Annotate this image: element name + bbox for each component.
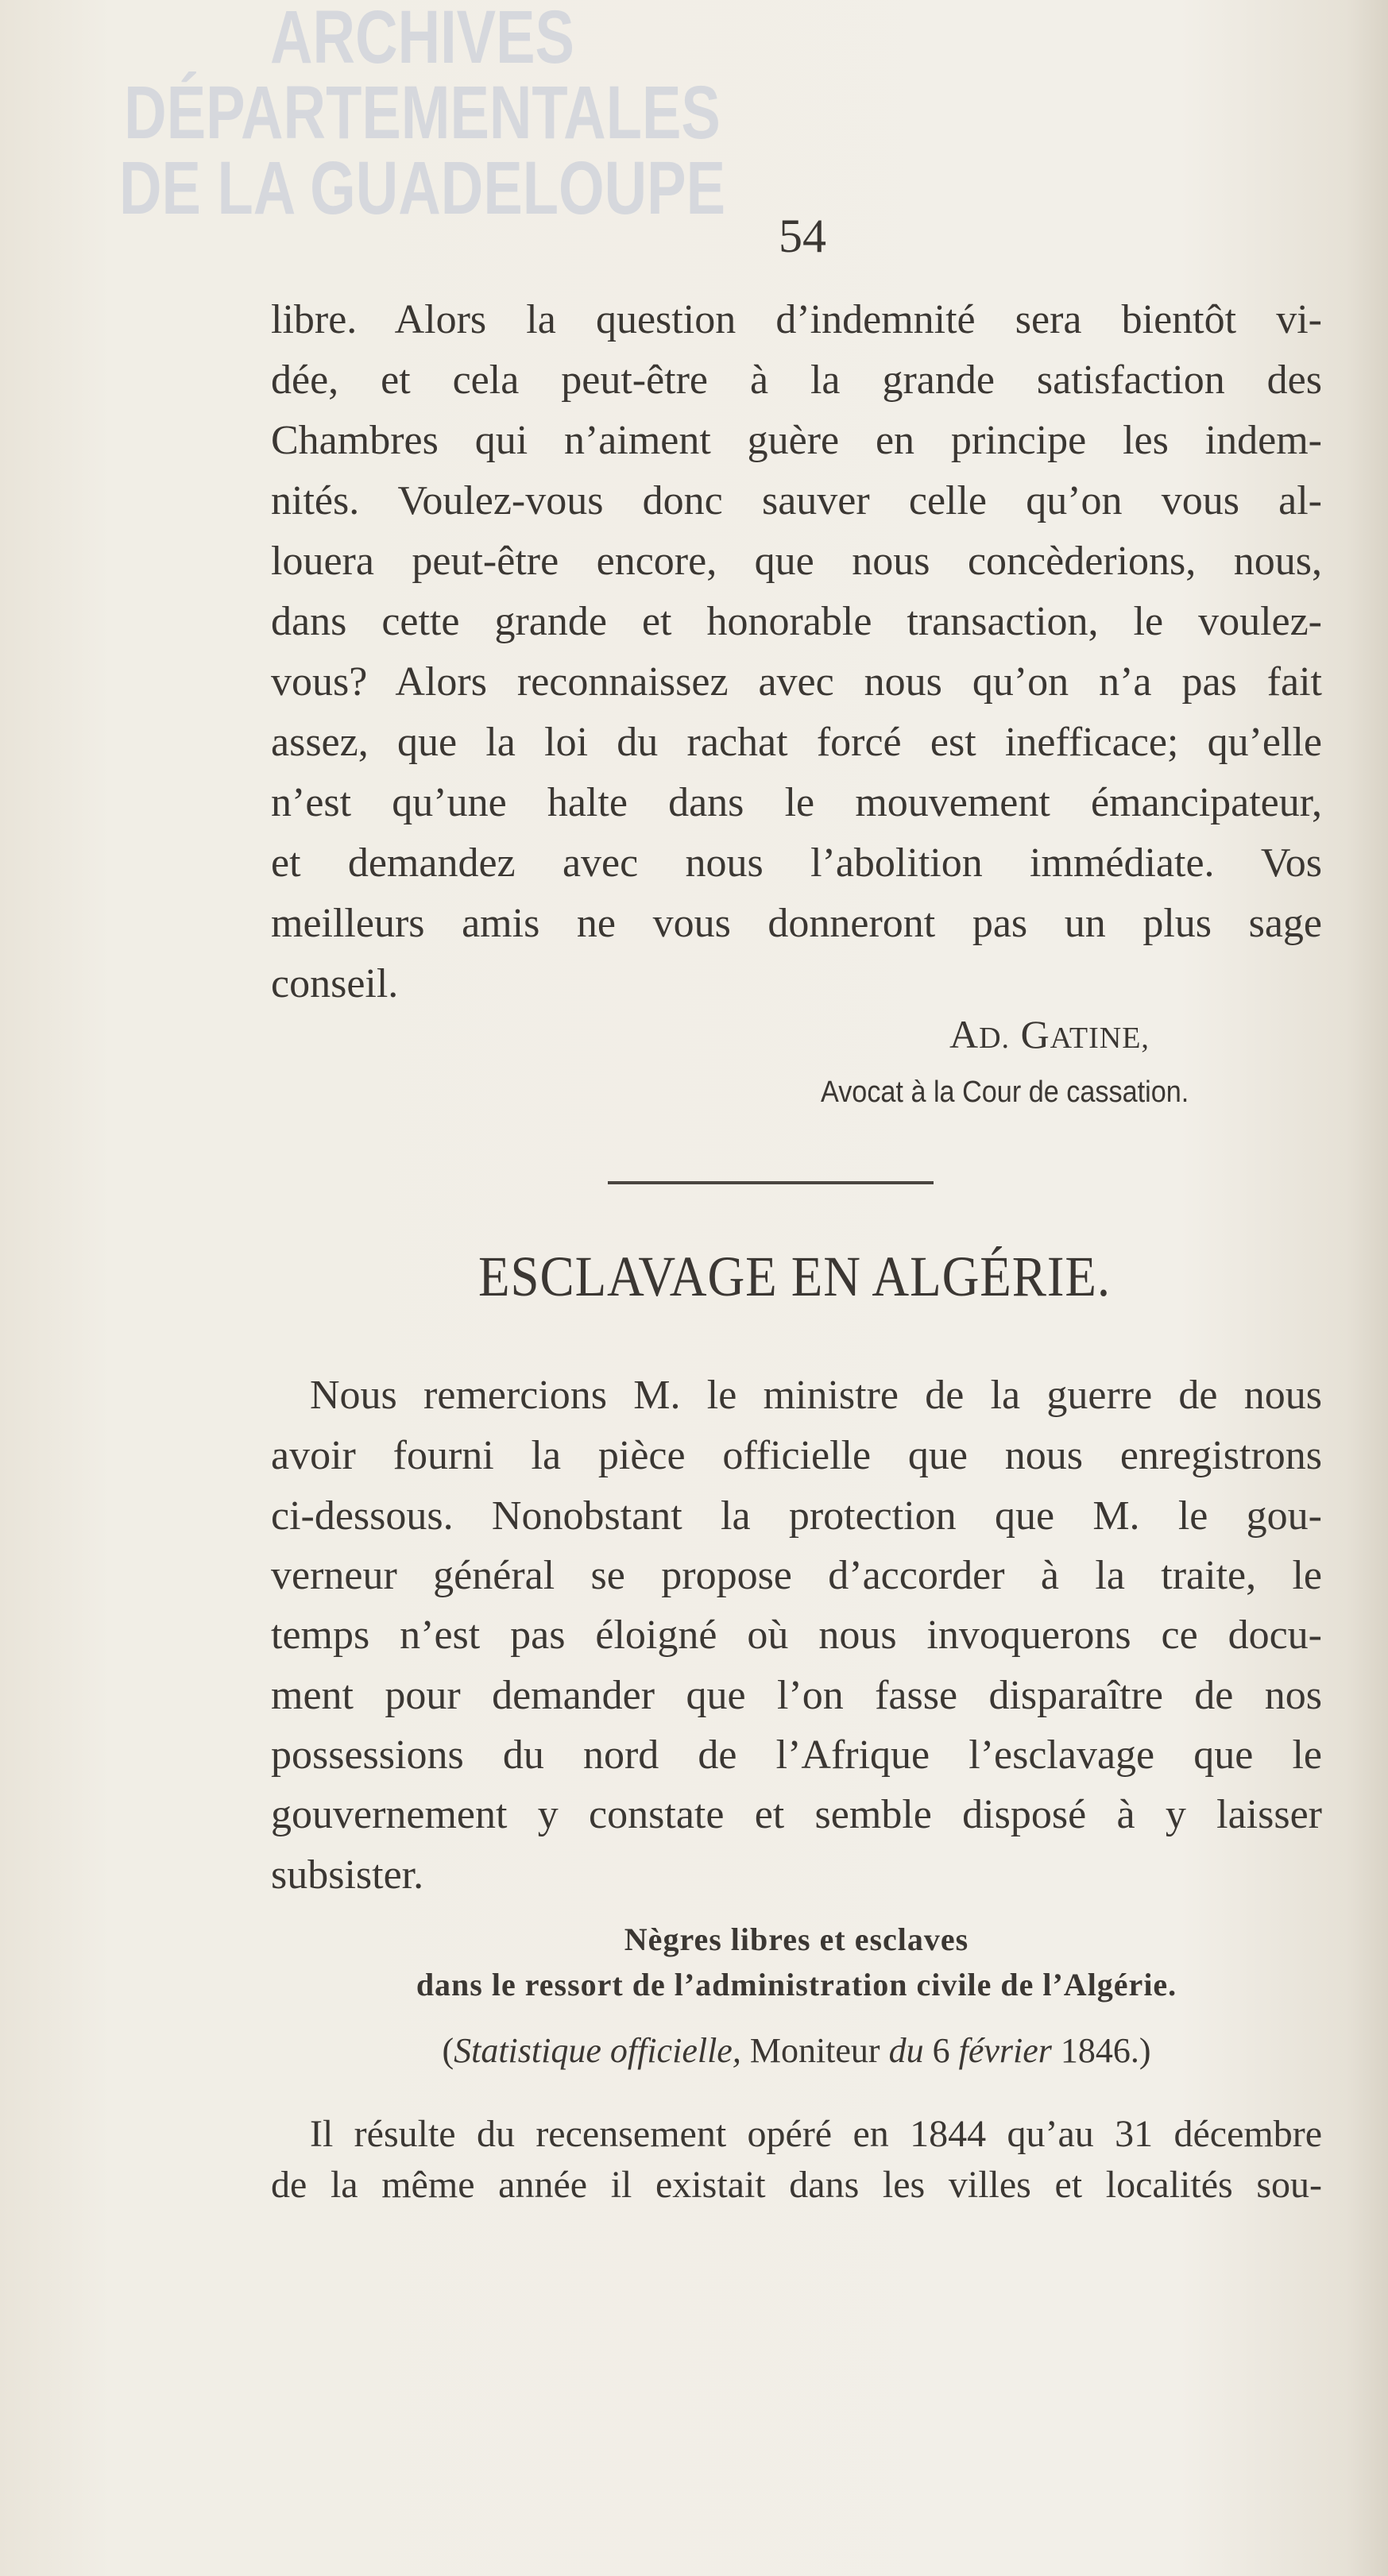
section-heading: ESCLAVAGE EN ALGÉRIE. xyxy=(478,1245,1111,1308)
text-line: possessions du nord de l’Afrique l’esclavage que le xyxy=(271,1732,1322,1778)
source-year: 1846.) xyxy=(1051,2031,1151,2070)
table-title-line-1: Nègres libres et esclaves xyxy=(624,1921,969,1957)
text-line: assez, que la loi du rachat forcé est inefficace; qu’elle xyxy=(271,720,1322,765)
page-number: 54 xyxy=(779,210,826,262)
watermark-line: DÉPARTEMENTALES xyxy=(124,71,721,155)
text-line: de la même année il existait dans les villes et localités sou- xyxy=(271,2164,1322,2206)
text-line: verneur général se propose d’accorder à la traite, le xyxy=(271,1553,1322,1598)
text-line: Chambres qui n’aiment guère en principe les indem- xyxy=(271,418,1322,463)
text-line: temps n’est pas éloigné où nous invoquerons ce docu- xyxy=(271,1612,1322,1658)
text-line: Nous remercions M. le ministre de la guerre de nous xyxy=(310,1373,1322,1418)
text-line: gouvernement y constate et semble disposé à y laisser xyxy=(271,1792,1322,1837)
text-line: ci-dessous. Nonobstant la protection que M. le gou- xyxy=(271,1493,1322,1539)
watermark-line: ARCHIVES xyxy=(270,0,574,79)
section-divider xyxy=(608,1181,934,1184)
text-line: vous? Alors reconnaissez avec nous qu’on n’a pas fait xyxy=(271,659,1322,705)
text-line: avoir fourni la pièce officielle que nous enregistrons xyxy=(271,1433,1322,1478)
signature-name-rest: ATINE, xyxy=(1050,1022,1150,1055)
signature-name-first: G xyxy=(1020,1012,1050,1056)
signature-initial-rest: D. xyxy=(979,1022,1011,1055)
text-line: ment pour demander que l’on fasse disparaître de nos xyxy=(271,1673,1322,1718)
text-line: dée, et cela peut-être à la grande satisfaction des xyxy=(271,357,1322,403)
source-citation xyxy=(271,2030,1322,2072)
text-line: et demandez avec nous l’abolition immédiate. Vos xyxy=(271,840,1322,886)
source-paren: ( xyxy=(442,2031,454,2070)
watermark-line: DE LA GUADELOUPE xyxy=(119,146,725,230)
archive-stamp-watermark xyxy=(119,0,725,230)
source-title: Statistique officielle, xyxy=(454,2031,741,2070)
source-day: 6 xyxy=(923,2031,959,2070)
source-publication: Moniteur xyxy=(740,2031,889,2070)
text-line: subsister. xyxy=(271,1852,424,1898)
text-line: meilleurs amis ne vous donneront pas un plus sage xyxy=(271,901,1322,946)
signature xyxy=(949,1010,1150,1062)
text-line: n’est qu’une halte dans le mouvement émancipateur, xyxy=(271,780,1322,825)
text-line: louera peut-être encore, que nous concèderions, nous, xyxy=(271,539,1322,584)
signature-role: Avocat à la Cour de cassation. xyxy=(821,1076,1189,1109)
text-line: Il résulte du recensement opéré en 1844 qu’au 31 décembre xyxy=(310,2113,1322,2155)
signature-initial: A xyxy=(949,1012,980,1056)
text-line: nités. Voulez-vous donc sauver celle qu’on vous al- xyxy=(271,478,1322,523)
text-line: dans cette grande et honorable transaction, le voulez- xyxy=(271,599,1322,644)
table-title-line-2: dans le ressort de l’administration civile de l’Algérie. xyxy=(416,1967,1177,2002)
text-line: conseil. xyxy=(271,961,399,1006)
text-line: libre. Alors la question d’indemnité sera bientôt vi- xyxy=(271,297,1322,342)
source-du: du xyxy=(888,2031,924,2070)
source-month: février xyxy=(958,2031,1052,2070)
